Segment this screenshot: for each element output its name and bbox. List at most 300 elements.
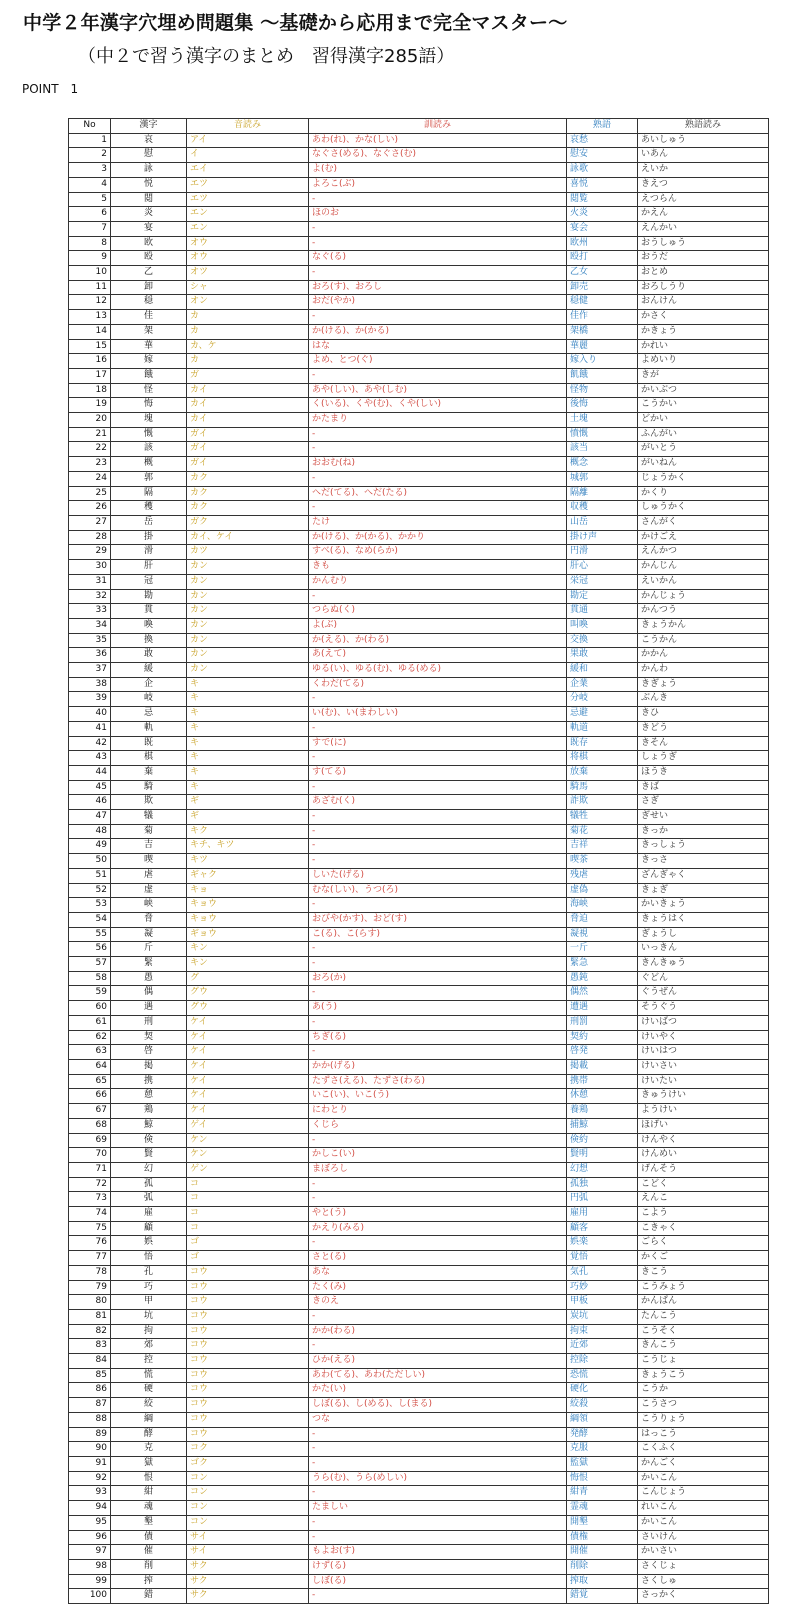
cell-kun-reading: いこ(い)、いこ(う) — [309, 1089, 567, 1104]
cell-no: 77 — [69, 1251, 111, 1266]
cell-no: 15 — [69, 339, 111, 354]
table-row — [69, 471, 769, 486]
cell-no: 9 — [69, 251, 111, 266]
cell-no: 51 — [69, 868, 111, 883]
cell-jukugo: 憤慨 — [567, 427, 638, 442]
cell-kun-reading: - — [309, 236, 567, 251]
cell-jukugo-reading: ほうき — [638, 765, 769, 780]
cell-jukugo: 宴会 — [567, 221, 638, 236]
cell-jukugo: 倹約 — [567, 1133, 638, 1148]
cell-on-reading: シャ — [187, 280, 309, 295]
table-row — [69, 1236, 769, 1251]
cell-kun-reading: よろこ(ぶ) — [309, 177, 567, 192]
cell-no: 85 — [69, 1368, 111, 1383]
cell-jukugo-reading: かいこん — [638, 1471, 769, 1486]
cell-jukugo-reading: きっか — [638, 824, 769, 839]
cell-on-reading: コウ — [187, 1368, 309, 1383]
cell-no: 57 — [69, 957, 111, 972]
cell-kanji: 餓 — [111, 368, 187, 383]
cell-jukugo-reading: えいかん — [638, 574, 769, 589]
cell-jukugo-reading: えんかつ — [638, 545, 769, 560]
cell-kun-reading: こ(る)、こ(らす) — [309, 927, 567, 942]
cell-no: 74 — [69, 1207, 111, 1222]
cell-on-reading: コ — [187, 1221, 309, 1236]
cell-jukugo: 孤独 — [567, 1177, 638, 1192]
table-row — [69, 310, 769, 325]
cell-jukugo-reading: さくしゅ — [638, 1574, 769, 1589]
cell-on-reading: ギ — [187, 795, 309, 810]
cell-on-reading: キョウ — [187, 898, 309, 913]
cell-on-reading: カク — [187, 501, 309, 516]
cell-kanji: 娯 — [111, 1236, 187, 1251]
table-row — [69, 1060, 769, 1075]
cell-jukugo: 炭坑 — [567, 1309, 638, 1324]
cell-jukugo-reading: けんやく — [638, 1133, 769, 1148]
table-row — [69, 354, 769, 369]
cell-kun-reading: - — [309, 1177, 567, 1192]
cell-kun-reading: - — [309, 266, 567, 281]
cell-on-reading: ギャク — [187, 868, 309, 883]
cell-jukugo: 虚偽 — [567, 883, 638, 898]
cell-kanji: 塊 — [111, 413, 187, 428]
cell-kanji: 換 — [111, 633, 187, 648]
cell-on-reading: オツ — [187, 266, 309, 281]
cell-kun-reading: むな(しい)、うつ(ろ) — [309, 883, 567, 898]
cell-jukugo: 収穫 — [567, 501, 638, 516]
cell-on-reading: コウ — [187, 1280, 309, 1295]
table-row — [69, 1045, 769, 1060]
table-row — [69, 368, 769, 383]
cell-jukugo: 凝視 — [567, 927, 638, 942]
cell-kanji: 慌 — [111, 1368, 187, 1383]
cell-on-reading: コウ — [187, 1295, 309, 1310]
cell-kanji: 悔 — [111, 398, 187, 413]
cell-on-reading: ゴ — [187, 1236, 309, 1251]
cell-kun-reading: - — [309, 942, 567, 957]
cell-jukugo-reading: かんじん — [638, 560, 769, 575]
cell-on-reading: オウ — [187, 251, 309, 266]
cell-jukugo: 愚鈍 — [567, 971, 638, 986]
table-row — [69, 251, 769, 266]
cell-no: 63 — [69, 1045, 111, 1060]
point-label: POINT 1 — [22, 82, 79, 96]
cell-kun-reading: - — [309, 589, 567, 604]
cell-jukugo-reading: かいさい — [638, 1545, 769, 1560]
cell-jukugo: 交換 — [567, 633, 638, 648]
cell-no: 78 — [69, 1265, 111, 1280]
cell-jukugo-reading: じょうかく — [638, 471, 769, 486]
cell-kun-reading: かか(わる) — [309, 1324, 567, 1339]
table-row — [69, 824, 769, 839]
cell-kun-reading: - — [309, 824, 567, 839]
cell-kanji: 詠 — [111, 163, 187, 178]
cell-jukugo: 閲覧 — [567, 192, 638, 207]
table-row — [69, 280, 769, 295]
cell-kanji: 隔 — [111, 486, 187, 501]
cell-kanji: 絞 — [111, 1398, 187, 1413]
cell-kanji: 虐 — [111, 868, 187, 883]
cell-jukugo: 掛け声 — [567, 530, 638, 545]
cell-on-reading: キツ — [187, 854, 309, 869]
cell-kun-reading: - — [309, 751, 567, 766]
cell-jukugo: 後悔 — [567, 398, 638, 413]
cell-no: 39 — [69, 692, 111, 707]
cell-jukugo-reading: きが — [638, 368, 769, 383]
cell-jukugo-reading: きゅうけい — [638, 1089, 769, 1104]
cell-on-reading: カク — [187, 486, 309, 501]
cell-jukugo-reading: しゅうかく — [638, 501, 769, 516]
cell-jukugo-reading: さくじょ — [638, 1559, 769, 1574]
cell-kanji: 酵 — [111, 1427, 187, 1442]
cell-jukugo-reading: おうしゅう — [638, 236, 769, 251]
cell-kanji: 宴 — [111, 221, 187, 236]
cell-kanji: 郭 — [111, 471, 187, 486]
cell-no: 41 — [69, 721, 111, 736]
table-row — [69, 148, 769, 163]
table-row — [69, 383, 769, 398]
cell-on-reading: カ — [187, 310, 309, 325]
cell-kun-reading: - — [309, 471, 567, 486]
cell-on-reading: エツ — [187, 192, 309, 207]
cell-no: 26 — [69, 501, 111, 516]
cell-jukugo: 綱領 — [567, 1412, 638, 1427]
cell-kun-reading: - — [309, 1486, 567, 1501]
cell-kun-reading: い(む)、い(まわしい) — [309, 707, 567, 722]
cell-kun-reading: ゆる(い)、ゆる(む)、ゆる(める) — [309, 663, 567, 678]
cell-kun-reading: - — [309, 898, 567, 913]
cell-jukugo-reading: いっきん — [638, 942, 769, 957]
cell-on-reading: キチ、キツ — [187, 839, 309, 854]
cell-no: 87 — [69, 1398, 111, 1413]
cell-jukugo-reading: きょぎ — [638, 883, 769, 898]
cell-kanji: 郊 — [111, 1339, 187, 1354]
cell-kun-reading: ひか(える) — [309, 1354, 567, 1369]
cell-kanji: 吉 — [111, 839, 187, 854]
cell-no: 84 — [69, 1354, 111, 1369]
cell-kanji: 顧 — [111, 1221, 187, 1236]
cell-on-reading: アイ — [187, 133, 309, 148]
cell-no: 91 — [69, 1456, 111, 1471]
cell-kun-reading: きも — [309, 560, 567, 575]
cell-jukugo: 企業 — [567, 677, 638, 692]
cell-no: 83 — [69, 1339, 111, 1354]
cell-jukugo: 概念 — [567, 457, 638, 472]
table-row — [69, 1162, 769, 1177]
cell-no: 34 — [69, 618, 111, 633]
cell-jukugo: 華麗 — [567, 339, 638, 354]
cell-on-reading: キ — [187, 751, 309, 766]
cell-jukugo: 硬化 — [567, 1383, 638, 1398]
cell-jukugo: 隔離 — [567, 486, 638, 501]
table-row — [69, 868, 769, 883]
table-row — [69, 457, 769, 472]
cell-jukugo-reading: けいたい — [638, 1074, 769, 1089]
cell-jukugo-reading: かんつう — [638, 604, 769, 619]
cell-jukugo-reading: きこう — [638, 1265, 769, 1280]
cell-on-reading: カツ — [187, 545, 309, 560]
table-row — [69, 1104, 769, 1119]
cell-no: 46 — [69, 795, 111, 810]
cell-on-reading: カン — [187, 618, 309, 633]
table-row — [69, 912, 769, 927]
cell-jukugo: 削除 — [567, 1559, 638, 1574]
cell-kun-reading: く(いる)、くや(む)、くや(しい) — [309, 398, 567, 413]
cell-jukugo-reading: いあん — [638, 148, 769, 163]
cell-kanji: 穏 — [111, 295, 187, 310]
cell-jukugo: 詐欺 — [567, 795, 638, 810]
cell-kanji: 緩 — [111, 663, 187, 678]
cell-kanji: 雇 — [111, 1207, 187, 1222]
cell-on-reading: カ — [187, 324, 309, 339]
cell-no: 29 — [69, 545, 111, 560]
cell-jukugo: 残虐 — [567, 868, 638, 883]
cell-no: 38 — [69, 677, 111, 692]
cell-no: 82 — [69, 1324, 111, 1339]
cell-kanji: 斤 — [111, 942, 187, 957]
cell-kanji: 獄 — [111, 1456, 187, 1471]
cell-on-reading: キ — [187, 736, 309, 751]
cell-kanji: 契 — [111, 1030, 187, 1045]
cell-jukugo-reading: えんかい — [638, 221, 769, 236]
table-row — [69, 1442, 769, 1457]
table-row — [69, 648, 769, 663]
cell-jukugo-reading: かくり — [638, 486, 769, 501]
cell-no: 97 — [69, 1545, 111, 1560]
table-row — [69, 501, 769, 516]
cell-kanji: 欺 — [111, 795, 187, 810]
cell-jukugo-reading: かけごえ — [638, 530, 769, 545]
cell-kun-reading: つらぬ(く) — [309, 604, 567, 619]
cell-kun-reading: くじら — [309, 1118, 567, 1133]
cell-kanji: 欧 — [111, 236, 187, 251]
cell-no: 67 — [69, 1104, 111, 1119]
cell-jukugo-reading: えいか — [638, 163, 769, 178]
cell-kun-reading: か(ける)、か(かる) — [309, 324, 567, 339]
cell-kanji: 佳 — [111, 310, 187, 325]
cell-kun-reading: - — [309, 1456, 567, 1471]
table-row — [69, 1398, 769, 1413]
cell-kun-reading: かえり(みる) — [309, 1221, 567, 1236]
cell-kun-reading: - — [309, 221, 567, 236]
cell-jukugo-reading: かんごく — [638, 1456, 769, 1471]
cell-on-reading: コ — [187, 1207, 309, 1222]
table-row — [69, 854, 769, 869]
cell-jukugo-reading: そうぐう — [638, 1001, 769, 1016]
cell-kanji: 遇 — [111, 1001, 187, 1016]
cell-jukugo: 克服 — [567, 1442, 638, 1457]
cell-jukugo-reading: きょうはく — [638, 912, 769, 927]
cell-jukugo: 軌道 — [567, 721, 638, 736]
table-row — [69, 810, 769, 825]
cell-no: 53 — [69, 898, 111, 913]
cell-jukugo: 火炎 — [567, 207, 638, 222]
cell-jukugo: 騎馬 — [567, 780, 638, 795]
cell-kanji: 刑 — [111, 1015, 187, 1030]
table-row — [69, 236, 769, 251]
cell-kun-reading: - — [309, 427, 567, 442]
cell-jukugo: 城郭 — [567, 471, 638, 486]
cell-jukugo-reading: ほげい — [638, 1118, 769, 1133]
cell-jukugo-reading: はっこう — [638, 1427, 769, 1442]
table-row — [69, 1133, 769, 1148]
cell-on-reading: キン — [187, 942, 309, 957]
cell-jukugo: 放棄 — [567, 765, 638, 780]
table-row — [69, 839, 769, 854]
cell-kun-reading: たずさ(える)、たずさ(わる) — [309, 1074, 567, 1089]
table-row — [69, 707, 769, 722]
cell-no: 3 — [69, 163, 111, 178]
cell-jukugo: 犠牲 — [567, 810, 638, 825]
table-row — [69, 574, 769, 589]
cell-jukugo-reading: かんわ — [638, 663, 769, 678]
cell-kanji: 催 — [111, 1545, 187, 1560]
cell-no: 54 — [69, 912, 111, 927]
cell-kanji: 掲 — [111, 1060, 187, 1075]
table-row — [69, 1354, 769, 1369]
cell-kanji: 憩 — [111, 1089, 187, 1104]
cell-no: 43 — [69, 751, 111, 766]
cell-kun-reading: もよお(す) — [309, 1545, 567, 1560]
cell-kun-reading: おおむ(ね) — [309, 457, 567, 472]
cell-kanji: 凝 — [111, 927, 187, 942]
cell-jukugo-reading: がいとう — [638, 442, 769, 457]
cell-on-reading: サク — [187, 1589, 309, 1604]
table-row — [69, 1089, 769, 1104]
cell-no: 13 — [69, 310, 111, 325]
cell-on-reading: カン — [187, 560, 309, 575]
cell-no: 44 — [69, 765, 111, 780]
cell-on-reading: カン — [187, 648, 309, 663]
cell-kanji: 滑 — [111, 545, 187, 560]
cell-no: 92 — [69, 1471, 111, 1486]
kanji-table-body — [69, 133, 769, 1603]
cell-jukugo: 既存 — [567, 736, 638, 751]
cell-jukugo-reading: こんじょう — [638, 1486, 769, 1501]
cell-no: 47 — [69, 810, 111, 825]
cell-jukugo: 気孔 — [567, 1265, 638, 1280]
cell-on-reading: コウ — [187, 1339, 309, 1354]
cell-kanji: 緊 — [111, 957, 187, 972]
table-row — [69, 530, 769, 545]
cell-kanji: 慨 — [111, 427, 187, 442]
cell-on-reading: ギョウ — [187, 927, 309, 942]
cell-jukugo: 円滑 — [567, 545, 638, 560]
cell-on-reading: エン — [187, 207, 309, 222]
cell-kun-reading: かか(げる) — [309, 1060, 567, 1075]
cell-on-reading: キ — [187, 765, 309, 780]
cell-on-reading: グウ — [187, 986, 309, 1001]
cell-jukugo: 発酵 — [567, 1427, 638, 1442]
cell-jukugo: 控除 — [567, 1354, 638, 1369]
cell-kun-reading: たけ — [309, 515, 567, 530]
cell-jukugo: 欧州 — [567, 236, 638, 251]
table-row — [69, 1501, 769, 1516]
cell-jukugo: 休憩 — [567, 1089, 638, 1104]
cell-no: 37 — [69, 663, 111, 678]
cell-jukugo-reading: かいこん — [638, 1515, 769, 1530]
cell-kun-reading: - — [309, 1309, 567, 1324]
cell-on-reading: カ、ケ — [187, 339, 309, 354]
table-row — [69, 515, 769, 530]
cell-jukugo: 捕鯨 — [567, 1118, 638, 1133]
cell-jukugo: 吉祥 — [567, 839, 638, 854]
cell-on-reading: コウ — [187, 1427, 309, 1442]
cell-jukugo-reading: ざんぎゃく — [638, 868, 769, 883]
cell-no: 12 — [69, 295, 111, 310]
cell-jukugo: 佳作 — [567, 310, 638, 325]
cell-jukugo-reading: きょうこう — [638, 1368, 769, 1383]
cell-kun-reading: - — [309, 1236, 567, 1251]
cell-kun-reading: - — [309, 310, 567, 325]
cell-on-reading: エン — [187, 221, 309, 236]
cell-jukugo-reading: かさく — [638, 310, 769, 325]
kanji-table-header — [69, 119, 769, 134]
cell-no: 50 — [69, 854, 111, 869]
cell-kun-reading: - — [309, 1442, 567, 1457]
cell-kun-reading: - — [309, 1015, 567, 1030]
cell-jukugo: 架橋 — [567, 324, 638, 339]
cell-no: 58 — [69, 971, 111, 986]
cell-jukugo: 恐慌 — [567, 1368, 638, 1383]
cell-no: 79 — [69, 1280, 111, 1295]
cell-jukugo: 脅迫 — [567, 912, 638, 927]
cell-on-reading: ケイ — [187, 1089, 309, 1104]
cell-jukugo-reading: しょうぎ — [638, 751, 769, 766]
cell-kun-reading: にわとり — [309, 1104, 567, 1119]
cell-jukugo: 顧客 — [567, 1221, 638, 1236]
cell-no: 19 — [69, 398, 111, 413]
cell-kun-reading: かしこ(い) — [309, 1148, 567, 1163]
cell-no: 93 — [69, 1486, 111, 1501]
cell-jukugo: 紺青 — [567, 1486, 638, 1501]
cell-no: 45 — [69, 780, 111, 795]
cell-on-reading: キン — [187, 957, 309, 972]
cell-no: 86 — [69, 1383, 111, 1398]
cell-kun-reading: - — [309, 839, 567, 854]
table-row — [69, 957, 769, 972]
table-row — [69, 1015, 769, 1030]
cell-kun-reading: まぼろし — [309, 1162, 567, 1177]
cell-kanji: 孔 — [111, 1265, 187, 1280]
cell-jukugo: 契約 — [567, 1030, 638, 1045]
cell-kanji: 穫 — [111, 501, 187, 516]
cell-jukugo-reading: こうかい — [638, 398, 769, 413]
table-row — [69, 1486, 769, 1501]
cell-no: 71 — [69, 1162, 111, 1177]
cell-on-reading: ケイ — [187, 1104, 309, 1119]
cell-kanji: 紺 — [111, 1486, 187, 1501]
cell-on-reading: サイ — [187, 1530, 309, 1545]
cell-jukugo: 貫通 — [567, 604, 638, 619]
table-row — [69, 1515, 769, 1530]
cell-kanji: 坑 — [111, 1309, 187, 1324]
cell-no: 5 — [69, 192, 111, 207]
table-row — [69, 1559, 769, 1574]
cell-no: 90 — [69, 1442, 111, 1457]
cell-kanji: 峡 — [111, 898, 187, 913]
cell-jukugo-reading: おとめ — [638, 266, 769, 281]
header-jukugo: 熟語 — [567, 119, 638, 134]
cell-kanji: 華 — [111, 339, 187, 354]
cell-kun-reading: かたまり — [309, 413, 567, 428]
cell-kun-reading: - — [309, 1133, 567, 1148]
table-row — [69, 1545, 769, 1560]
cell-kanji: 悟 — [111, 1251, 187, 1266]
header-jukugo-reading: 熟語読み — [638, 119, 769, 134]
cell-kun-reading: あざむ(く) — [309, 795, 567, 810]
cell-jukugo-reading: れいこん — [638, 1501, 769, 1516]
table-row — [69, 486, 769, 501]
